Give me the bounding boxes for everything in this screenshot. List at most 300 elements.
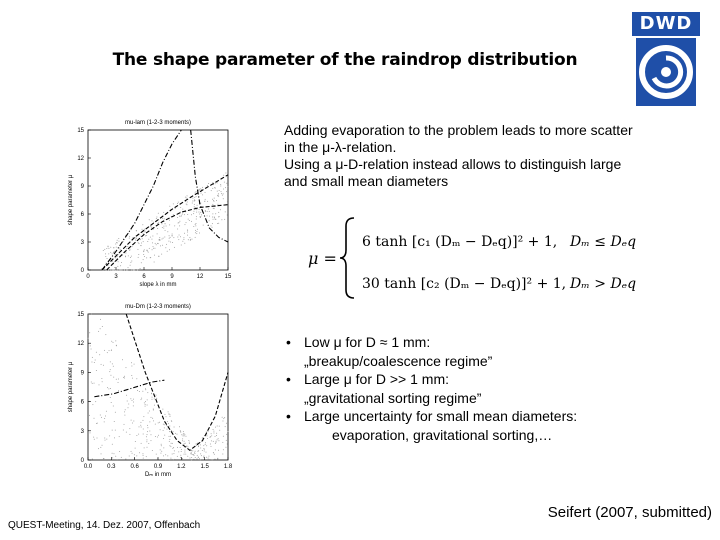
scatter-point xyxy=(158,243,159,244)
scatter-point xyxy=(195,224,196,225)
scatter-point xyxy=(142,238,143,239)
bullet-list xyxy=(284,333,704,444)
scatter-point xyxy=(136,230,137,231)
scatter-point xyxy=(184,450,185,451)
scatter-point xyxy=(103,365,104,366)
scatter-point xyxy=(219,426,220,427)
scatter-point xyxy=(115,456,116,457)
scatter-point xyxy=(198,446,199,447)
scatter-point xyxy=(136,455,137,456)
scatter-point xyxy=(186,222,187,223)
scatter-point xyxy=(154,398,155,399)
scatter-point xyxy=(182,438,183,439)
scatter-point xyxy=(169,235,170,236)
scatter-point xyxy=(149,411,150,412)
scatter-point xyxy=(93,437,94,438)
scatter-point xyxy=(128,404,129,405)
scatter-point xyxy=(205,444,206,445)
slide-title: The shape parameter of the raindrop distribution xyxy=(112,50,578,70)
scatter-point xyxy=(212,188,213,189)
scatter-point xyxy=(199,189,200,190)
scatter-point xyxy=(111,270,112,271)
scatter-point xyxy=(210,443,211,444)
scatter-point xyxy=(215,443,216,444)
scatter-point xyxy=(144,229,145,230)
scatter-point xyxy=(143,259,144,260)
scatter-point xyxy=(154,405,155,406)
scatter-point xyxy=(218,216,219,217)
scatter-point xyxy=(180,236,181,237)
paragraph-line: Using a μ-D-relation instead allows to distinguish large xyxy=(284,156,622,172)
scatter-point xyxy=(189,220,190,221)
scatter-point xyxy=(178,459,179,460)
x-tick-label: 0.0 xyxy=(83,464,93,470)
scatter-point xyxy=(186,197,187,198)
scatter-point xyxy=(170,242,171,243)
scatter-point xyxy=(103,250,104,251)
scatter-point xyxy=(111,341,112,342)
scatter-point xyxy=(183,431,184,432)
scatter-point xyxy=(121,262,122,263)
scatter-point xyxy=(89,332,90,333)
scatter-point xyxy=(149,248,150,249)
scatter-point xyxy=(141,262,142,263)
scatter-point xyxy=(97,437,98,438)
scatter-point xyxy=(197,205,198,206)
scatter-point xyxy=(221,219,222,220)
scatter-point xyxy=(154,255,155,256)
scatter-point xyxy=(113,366,114,367)
scatter-point xyxy=(142,420,143,421)
scatter-point xyxy=(102,445,103,446)
scatter-point xyxy=(137,269,138,270)
scatter-point xyxy=(162,227,163,228)
scatter-point xyxy=(211,435,212,436)
scatter-point xyxy=(194,204,195,205)
scatter-point xyxy=(147,425,148,426)
scatter-point xyxy=(104,418,105,419)
scatter-point xyxy=(207,211,208,212)
scatter-point xyxy=(138,242,139,243)
scatter-point xyxy=(223,198,224,199)
scatter-point xyxy=(180,447,181,448)
scatter-point xyxy=(212,199,213,200)
scatter-point xyxy=(198,450,199,451)
scatter-point xyxy=(146,436,147,437)
scatter-point xyxy=(193,226,194,227)
scatter-point xyxy=(163,447,164,448)
scatter-point xyxy=(172,235,173,236)
x-tick-label: 1.5 xyxy=(200,464,209,470)
scatter-point xyxy=(124,270,125,271)
scatter-point xyxy=(160,429,161,430)
scatter-point xyxy=(178,239,179,240)
scatter-point xyxy=(213,208,214,209)
scatter-point xyxy=(209,211,210,212)
scatter-point xyxy=(163,438,164,439)
scatter-point xyxy=(147,434,148,435)
scatter-point xyxy=(141,443,142,444)
scatter-point xyxy=(163,238,164,239)
scatter-point xyxy=(163,226,164,227)
scatter-point xyxy=(92,458,93,459)
scatter-point xyxy=(169,414,170,415)
scatter-point xyxy=(217,458,218,459)
mu-dm-chart xyxy=(62,300,237,485)
scatter-point xyxy=(183,434,184,435)
x-axis-label: Dₘ in mm xyxy=(144,472,172,478)
scatter-point xyxy=(147,250,148,251)
scatter-point xyxy=(198,456,199,457)
scatter-point xyxy=(227,431,228,432)
scatter-point xyxy=(173,447,174,448)
scatter-point xyxy=(168,241,169,242)
scatter-point xyxy=(215,436,216,437)
scatter-point xyxy=(190,457,191,458)
scatter-point xyxy=(155,243,156,244)
scatter-point xyxy=(138,243,139,244)
x-tick-label: 3 xyxy=(114,274,118,280)
scatter-point xyxy=(131,420,132,421)
scatter-point xyxy=(208,459,209,460)
scatter-point xyxy=(107,258,108,259)
scatter-point xyxy=(215,442,216,443)
scatter-point xyxy=(125,459,126,460)
scatter-point xyxy=(114,261,115,262)
scatter-point xyxy=(105,253,106,254)
dwd-logo xyxy=(632,12,700,107)
scatter-point xyxy=(130,257,131,258)
scatter-point xyxy=(214,187,215,188)
scatter-point xyxy=(191,454,192,455)
scatter-point xyxy=(131,256,132,257)
scatter-point xyxy=(196,209,197,210)
scatter-point xyxy=(112,261,113,262)
y-tick-label: 3 xyxy=(80,240,84,246)
scatter-point xyxy=(181,451,182,452)
scatter-point xyxy=(194,200,195,201)
bullet-marker: • xyxy=(286,371,291,387)
scatter-point xyxy=(227,444,228,445)
scatter-point xyxy=(172,443,173,444)
scatter-point xyxy=(170,436,171,437)
bullet-marker: • xyxy=(286,408,291,424)
scatter-point xyxy=(98,384,99,385)
scatter-point xyxy=(104,438,105,439)
scatter-point xyxy=(182,458,183,459)
scatter-point xyxy=(127,270,128,271)
scatter-point xyxy=(156,454,157,455)
scatter-point xyxy=(150,440,151,441)
scatter-point xyxy=(144,249,145,250)
x-tick-label: 15 xyxy=(224,274,232,280)
scatter-point xyxy=(94,383,95,384)
x-tick-label: 1.2 xyxy=(177,464,186,470)
scatter-point xyxy=(133,402,134,403)
scatter-point xyxy=(103,458,104,459)
scatter-point xyxy=(134,364,135,365)
scatter-point xyxy=(124,424,125,425)
scatter-point xyxy=(151,399,152,400)
scatter-point xyxy=(202,194,203,195)
scatter-point xyxy=(115,340,116,341)
scatter-point xyxy=(139,452,140,453)
scatter-point xyxy=(171,443,172,444)
scatter-point xyxy=(195,237,196,238)
scatter-point xyxy=(146,456,147,457)
scatter-point xyxy=(145,230,146,231)
scatter-point xyxy=(222,442,223,443)
scatter-point xyxy=(158,435,159,436)
scatter-point xyxy=(174,225,175,226)
scatter-point xyxy=(181,449,182,450)
scatter-point xyxy=(215,183,216,184)
scatter-point xyxy=(225,211,226,212)
scatter-point xyxy=(174,450,175,451)
scatter-point xyxy=(181,215,182,216)
scatter-point xyxy=(157,228,158,229)
scatter-point xyxy=(112,457,113,458)
scatter-point xyxy=(164,218,165,219)
scatter-point xyxy=(187,201,188,202)
scatter-point xyxy=(213,431,214,432)
scatter-point xyxy=(113,270,114,271)
scatter-point xyxy=(138,254,139,255)
scatter-point xyxy=(200,453,201,454)
scatter-point xyxy=(226,423,227,424)
scatter-point xyxy=(98,448,99,449)
scatter-point xyxy=(217,439,218,440)
scatter-point xyxy=(120,249,121,250)
scatter-point xyxy=(135,269,136,270)
scatter-point xyxy=(146,257,147,258)
scatter-point xyxy=(158,213,159,214)
scatter-point xyxy=(110,252,111,253)
scatter-point xyxy=(152,397,153,398)
scatter-point xyxy=(92,357,93,358)
scatter-point xyxy=(108,253,109,254)
scatter-point xyxy=(127,400,128,401)
scatter-point xyxy=(151,393,152,394)
scatter-point xyxy=(95,360,96,361)
scatter-point xyxy=(169,414,170,415)
scatter-point xyxy=(147,427,148,428)
scatter-point xyxy=(113,453,114,454)
x-tick-label: 0.6 xyxy=(130,464,139,470)
scatter-point xyxy=(202,450,203,451)
scatter-point xyxy=(106,248,107,249)
scatter-point xyxy=(147,392,148,393)
scatter-point xyxy=(145,389,146,390)
scatter-point xyxy=(131,362,132,363)
scatter-point xyxy=(146,235,147,236)
scatter-point xyxy=(204,201,205,202)
scatter-point xyxy=(137,249,138,250)
scatter-point xyxy=(174,426,175,427)
scatter-point xyxy=(169,416,170,417)
scatter-point xyxy=(164,414,165,415)
scatter-point xyxy=(214,454,215,455)
scatter-point xyxy=(186,204,187,205)
scatter-point xyxy=(148,252,149,253)
scatter-point xyxy=(223,175,224,176)
scatter-point xyxy=(182,209,183,210)
scatter-point xyxy=(196,218,197,219)
scatter-point xyxy=(193,454,194,455)
scatter-point xyxy=(214,208,215,209)
scatter-point xyxy=(177,203,178,204)
intro-paragraph xyxy=(284,122,694,190)
scatter-point xyxy=(200,447,201,448)
scatter-point xyxy=(188,239,189,240)
scatter-point xyxy=(177,456,178,457)
scatter-point xyxy=(181,434,182,435)
scatter-point xyxy=(169,238,170,239)
scatter-point xyxy=(184,435,185,436)
scatter-point xyxy=(221,193,222,194)
scatter-point xyxy=(129,434,130,435)
scatter-point xyxy=(205,199,206,200)
scatter-point xyxy=(208,183,209,184)
scatter-point xyxy=(98,331,99,332)
scatter-point xyxy=(140,245,141,246)
scatter-point xyxy=(167,455,168,456)
scatter-point xyxy=(171,421,172,422)
scatter-point xyxy=(153,409,154,410)
scatter-point xyxy=(163,455,164,456)
scatter-point xyxy=(192,454,193,455)
scatter-point xyxy=(116,247,117,248)
scatter-point xyxy=(220,209,221,210)
scatter-point xyxy=(190,453,191,454)
scatter-point xyxy=(213,432,214,433)
scatter-point xyxy=(100,328,101,329)
scatter-point xyxy=(200,212,201,213)
scatter-point xyxy=(102,381,103,382)
scatter-point xyxy=(217,191,218,192)
scatter-point xyxy=(216,433,217,434)
scatter-point xyxy=(207,431,208,432)
scatter-point xyxy=(142,391,143,392)
scatter-point xyxy=(132,246,133,247)
scatter-point xyxy=(152,242,153,243)
scatter-point xyxy=(148,443,149,444)
scatter-point xyxy=(164,427,165,428)
x-tick-label: 0.3 xyxy=(107,464,116,470)
scatter-point xyxy=(173,459,174,460)
scatter-point xyxy=(117,256,118,257)
scatter-point xyxy=(198,212,199,213)
scatter-point xyxy=(118,261,119,262)
scatter-point xyxy=(142,224,143,225)
scatter-point xyxy=(159,239,160,240)
scatter-point xyxy=(212,216,213,217)
scatter-point xyxy=(212,204,213,205)
scatter-point xyxy=(182,440,183,441)
scatter-point xyxy=(128,255,129,256)
scatter-point xyxy=(190,239,191,240)
scatter-point xyxy=(156,395,157,396)
scatter-point xyxy=(96,370,97,371)
scatter-point xyxy=(104,440,105,441)
scatter-point xyxy=(153,420,154,421)
scatter-point xyxy=(110,369,111,370)
scatter-point xyxy=(145,404,146,405)
scatter-point xyxy=(213,452,214,453)
scatter-point xyxy=(180,432,181,433)
scatter-point xyxy=(115,244,116,245)
scatter-point xyxy=(143,455,144,456)
bullet-item xyxy=(284,407,704,426)
scatter-point xyxy=(200,444,201,445)
scatter-point xyxy=(213,441,214,442)
scatter-point xyxy=(151,227,152,228)
scatter-point xyxy=(152,235,153,236)
scatter-point xyxy=(150,226,151,227)
scatter-point xyxy=(116,379,117,380)
scatter-point xyxy=(222,195,223,196)
scatter-point xyxy=(170,237,171,238)
x-tick-label: 0.9 xyxy=(153,464,163,470)
scatter-point xyxy=(121,457,122,458)
mu-lambda-plot xyxy=(62,118,237,298)
scatter-point xyxy=(108,248,109,249)
scatter-point xyxy=(227,186,228,187)
scatter-point xyxy=(187,231,188,232)
scatter-point xyxy=(117,269,118,270)
scatter-point xyxy=(164,424,165,425)
scatter-point xyxy=(149,421,150,422)
scatter-point xyxy=(207,201,208,202)
scatter-point xyxy=(219,190,220,191)
scatter-point xyxy=(224,219,225,220)
scatter-point xyxy=(187,235,188,236)
scatter-point xyxy=(156,398,157,399)
scatter-point xyxy=(147,447,148,448)
scatter-point xyxy=(184,233,185,234)
scatter-point xyxy=(192,198,193,199)
scatter-point xyxy=(183,239,184,240)
scatter-point xyxy=(143,416,144,417)
scatter-point xyxy=(179,221,180,222)
scatter-point xyxy=(182,214,183,215)
scatter-point xyxy=(180,430,181,431)
bullet-marker: • xyxy=(286,334,291,350)
footer-citation: Seifert (2007, submitted) xyxy=(547,504,712,521)
scatter-point xyxy=(118,241,119,242)
scatter-point xyxy=(225,426,226,427)
x-tick-label: 1.8 xyxy=(223,464,233,470)
scatter-point xyxy=(163,212,164,213)
scatter-point xyxy=(124,415,125,416)
scatter-point xyxy=(173,203,174,204)
formula-brace xyxy=(340,218,354,298)
scatter-point xyxy=(126,270,127,271)
scatter-point xyxy=(226,191,227,192)
scatter-point xyxy=(223,436,224,437)
scatter-point xyxy=(112,430,113,431)
scatter-point xyxy=(137,390,138,391)
scatter-point xyxy=(218,438,219,439)
scatter-point xyxy=(114,421,115,422)
scatter-point xyxy=(215,449,216,450)
scatter-point xyxy=(200,459,201,460)
scatter-point xyxy=(222,417,223,418)
scatter-point xyxy=(176,434,177,435)
scatter-point xyxy=(195,451,196,452)
scatter-point xyxy=(114,267,115,268)
scatter-point xyxy=(220,185,221,186)
